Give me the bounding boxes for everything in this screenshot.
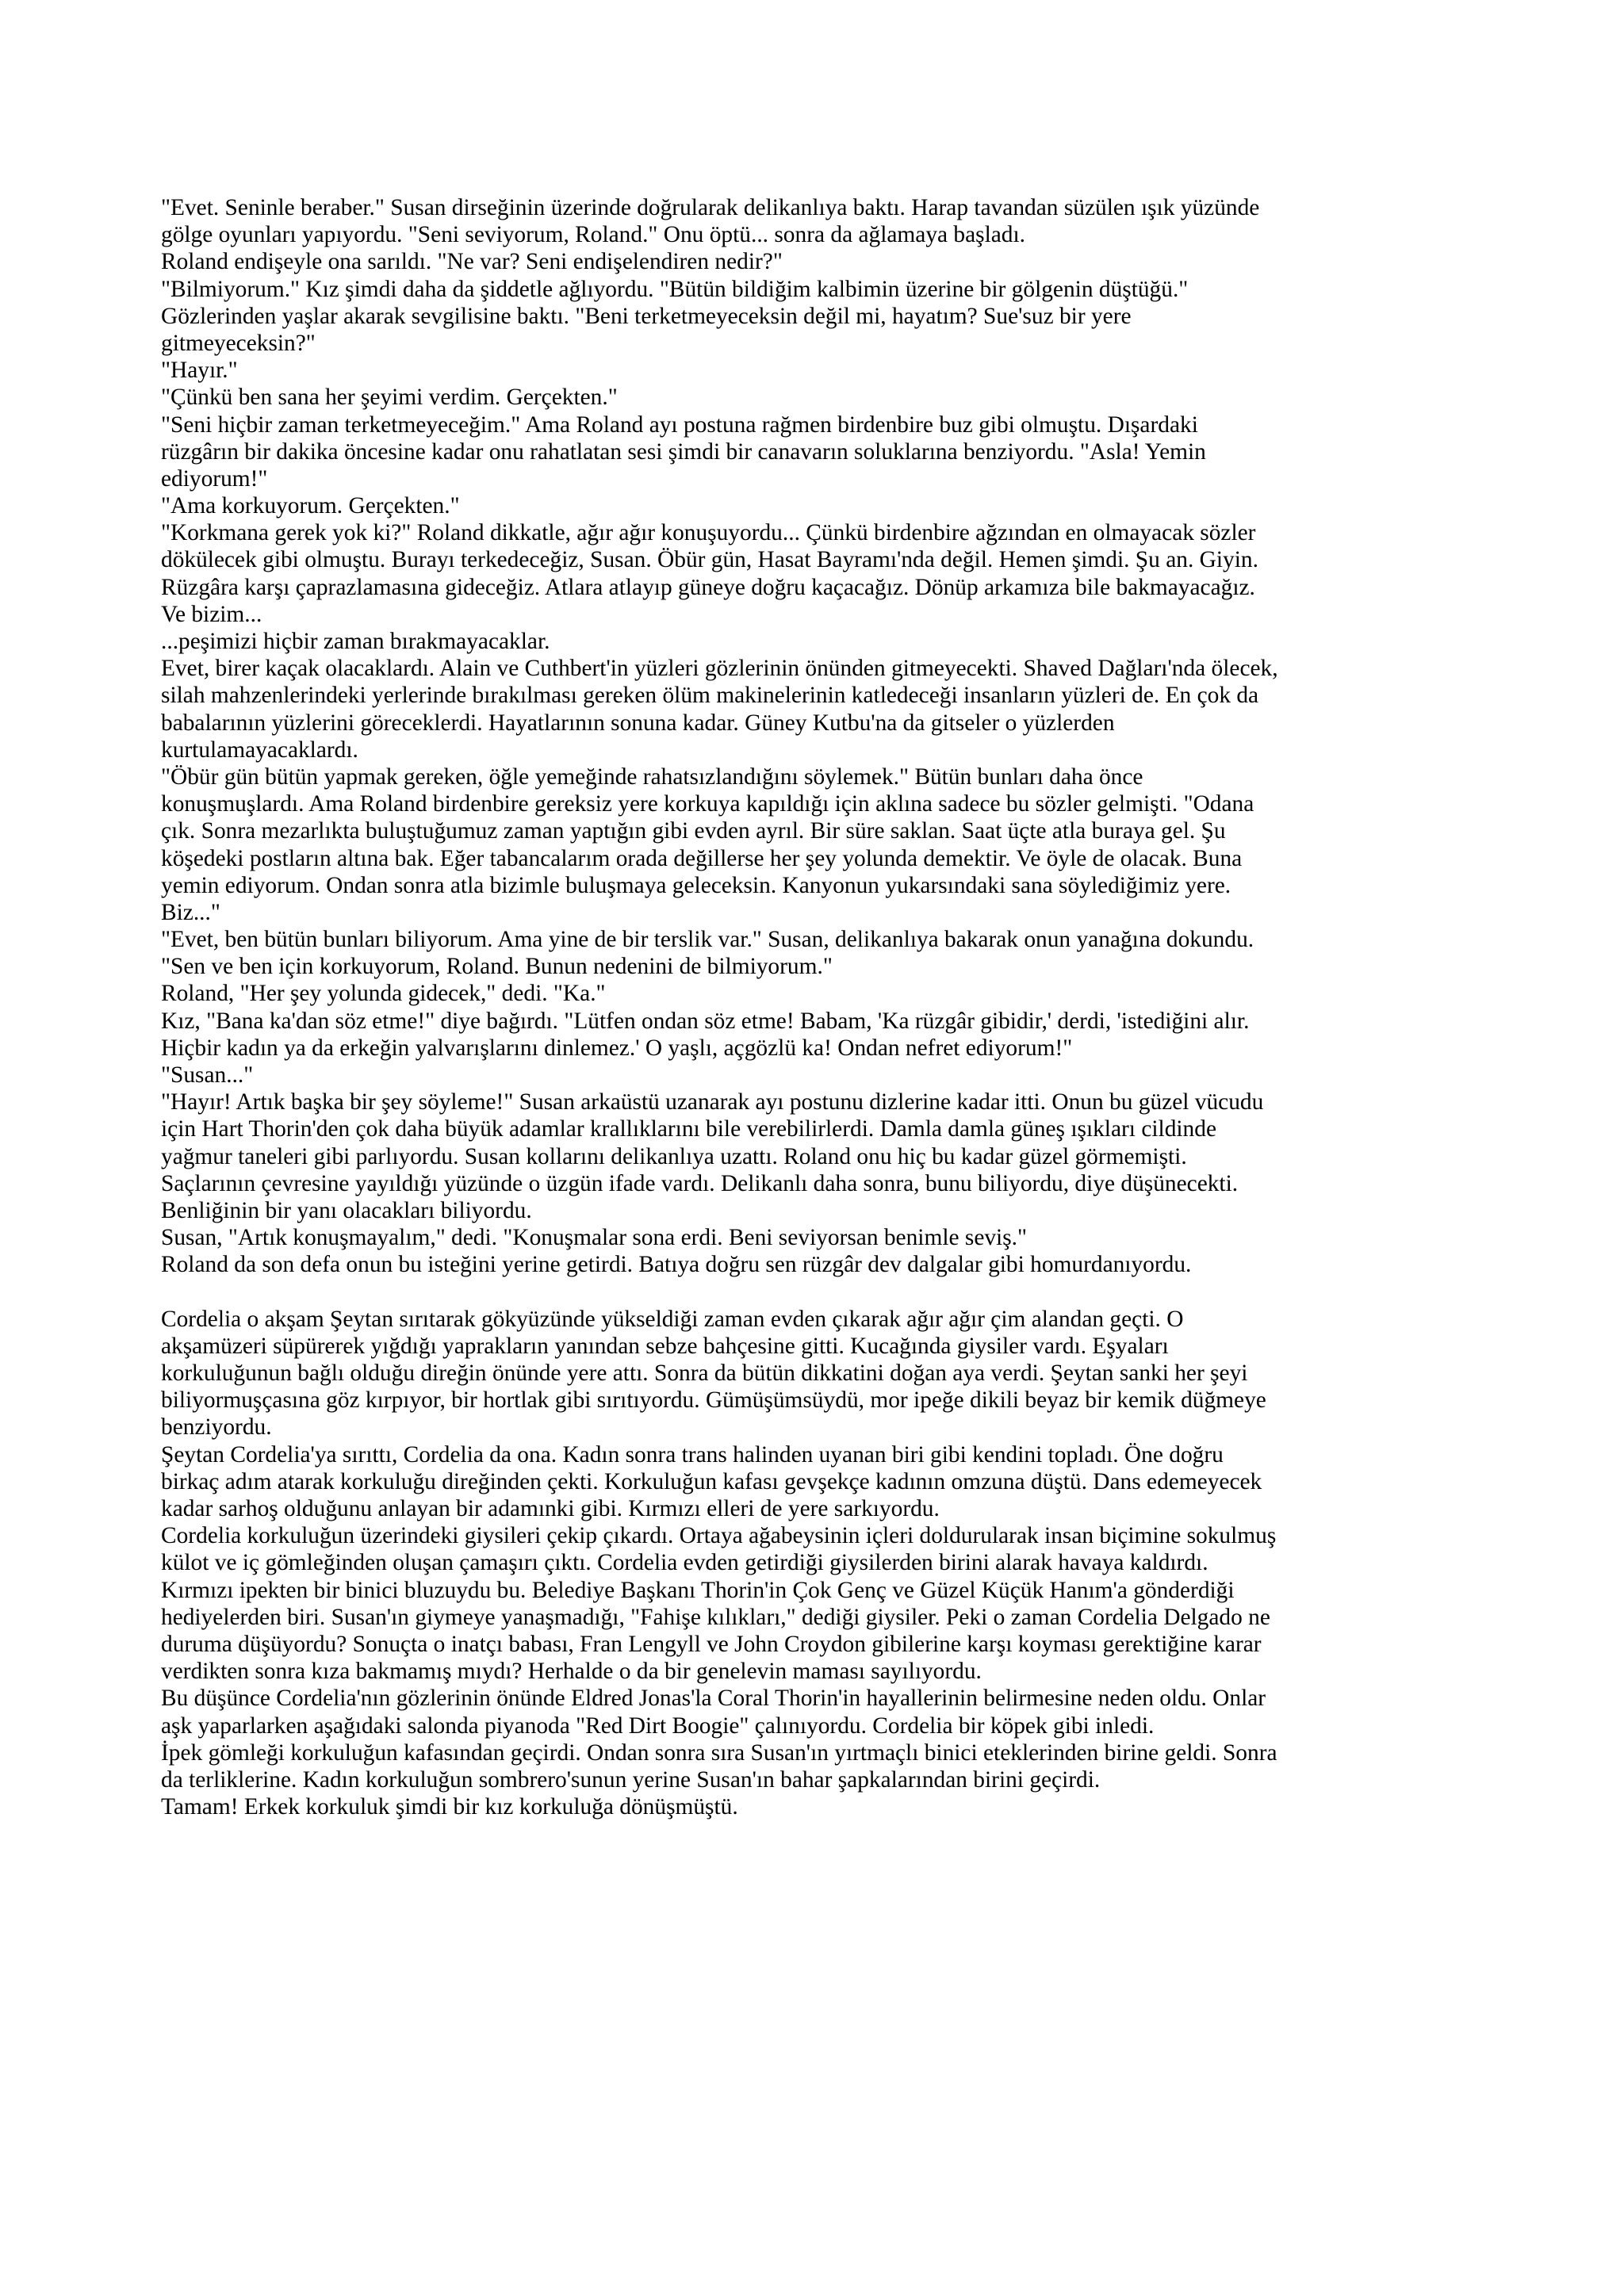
text-section-2 — [161, 1306, 1461, 1821]
text-line: aşk yaparlarken aşağıdaki salonda piyanoda "Red Dirt Boogie" çalınıyordu. Cordelia bir köpek gibi inledi. — [161, 1712, 1155, 1739]
text-line: akşamüzeri süpürerek yığdığı yaprakların yanından sebze bahçesine gitti. Kucağında giysiler vardı. Eşyaları — [161, 1333, 1169, 1359]
text-line: Roland, "Her şey yolunda gidecek," dedi. "Ka." — [161, 981, 606, 1007]
text-line: Biz..." — [161, 899, 220, 925]
document-page — [161, 194, 1461, 1820]
text-line: da terliklerine. Kadın korkuluğun sombrero'sunun yerine Susan'ın bahar şapkalarından birini geçirdi. — [161, 1766, 1101, 1793]
text-line: benziyordu. — [161, 1414, 272, 1441]
text-line: Ve bizim... — [161, 601, 262, 627]
text-line: korkuluğunun bağlı olduğu direğin önünde yere attı. Sonra da bütün dikkatini doğan aya verdi. Şeytan sanki her şeyi — [161, 1360, 1248, 1387]
text-line: biliyormuşçasına göz kırpıyor, bir hortlak gibi sırıtıyordu. Gümüşümsüydü, mor ipeğe dikili beyaz bir kemik düğmeye — [161, 1387, 1266, 1414]
text-line: "Seni hiçbir zaman terketmeyeceğim." Ama Roland ayı postuna rağmen birdenbire buz gibi olmuştu. Dışardaki — [161, 411, 1198, 438]
text-line: Susan, "Artık konuşmayalım," dedi. "Konuşmalar sona erdi. Beni seviyorsan benimle seviş." — [161, 1225, 1028, 1251]
text-line: "Hayır." — [161, 358, 238, 384]
text-line: kadar sarhoş olduğunu anlayan bir adamınki gibi. Kırmızı elleri de yere sarkıyordu. — [161, 1496, 940, 1521]
text-line: gölge oyunları yapıyordu. "Seni seviyorum, Roland." Onu öptü... sonra da ağlamaya başladı. — [161, 222, 1026, 248]
text-line: Bu düşünce Cordelia'nın gözlerinin önünde Eldred Jonas'la Coral Thorin'in hayallerinin belirmesine neden oldu. Onlar — [161, 1686, 1266, 1712]
text-line: yemin ediyorum. Ondan sonra atla bizimle buluşmaya geleceksin. Kanyonun yukarsındaki sana söylediğimiz yere. — [161, 872, 1231, 898]
text-line: "Ama korkuyorum. Gerçekten." — [161, 493, 460, 519]
text-line: "Öbür gün bütün yapmak gereken, öğle yemeğinde rahatsızlandığını söylemek." Bütün bunları daha önce — [161, 763, 1143, 790]
text-line: ediyorum!" — [161, 465, 268, 492]
text-line: "Bilmiyorum." Kız şimdi daha da şiddetle ağlıyordu. "Bütün bildiğim kalbimin üzerine bir gölgenin düştüğü." — [161, 276, 1189, 302]
text-line: rüzgârın bir dakika öncesine kadar onu rahatlatan sesi şimdi bir canavarın soluklarına benziyordu. "Asla! Yemin — [161, 438, 1206, 465]
text-line: Evet, birer kaçak olacaklardı. Alain ve Cuthbert'in yüzleri gözlerinin önünden gitmeyecekti. Shaved Dağları'nda ölecek, — [161, 656, 1278, 682]
text-line: duruma düşüyordu? Sonuçta o inatçı babası, Fran Lengyll ve John Croydon gibilerine karşı koyması gerektiğine karar — [161, 1631, 1262, 1657]
text-line: Rüzgâra karşı çaprazlamasına gideceğiz. Atlara atlayıp güneye doğru kaçacağız. Dönüp arkamıza bile bakmayacağız. — [161, 574, 1255, 600]
text-line: "Hayır! Artık başka bir şey söyleme!" Susan arkaüstü uzanarak ayı postunu dizlerine kadar itti. Onun bu güzel vücudu — [161, 1089, 1264, 1115]
text-line: gitmeyeceksin?" — [161, 330, 316, 356]
text-line: "Evet. Seninle beraber." Susan dirseğinin üzerinde doğrularak delikanlıya baktı. Harap tavandan süzülen ışık yüzünde — [161, 195, 1260, 220]
text-line: "Çünkü ben sana her şeyimi verdim. Gerçekten." — [161, 385, 618, 411]
text-line: külot ve iç gömleğinden oluşan çamaşırı çıktı. Cordelia evden getirdiği giysilerden birini alarak havaya kaldırdı. — [161, 1550, 1208, 1576]
text-line: İpek gömleği korkuluğun kafasından geçirdi. Ondan sonra sıra Susan'ın yırtmaçlı binici eteklerinden birine geldi. Sonra — [161, 1739, 1277, 1766]
text-line: Saçlarının çevresine yayıldığı yüzünde o üzgün ifade vardı. Delikanlı daha sonra, bunu biliyordu, diye düşünecekti. — [161, 1170, 1239, 1196]
text-line: birkaç adım atarak korkuluğu direğinden çekti. Korkuluğun kafası gevşekçe kadının omzuna düştü. Dans edemeyecek — [161, 1468, 1262, 1494]
text-line: ...peşimizi hiçbir zaman bırakmayacaklar. — [161, 629, 550, 654]
text-line: verdikten sonra kıza bakmamış mıydı? Herhalde o da bir genelevin maması sayılıyordu. — [161, 1659, 982, 1685]
text-line: Cordelia o akşam Şeytan sırıtarak gökyüzünde yükseldiği zaman evden çıkarak ağır ağır çim alandan geçti. O — [161, 1306, 1184, 1332]
text-line: Kız, "Bana ka'dan söz etme!" diye bağırdı. "Lütfen ondan söz etme! Babam, 'Ka rüzgâr gibidir,' derdi, 'istediğini alır. — [161, 1008, 1250, 1034]
text-line: "Evet, ben bütün bunları biliyorum. Ama yine de bir terslik var." Susan, delikanlıya bakarak onun yanağına dokundu. — [161, 927, 1254, 953]
text-line: Benliğinin bir yanı olacakları biliyordu. — [161, 1197, 532, 1223]
text-line: çık. Sonra mezarlıkta buluştuğumuz zaman yaptığın gibi evden ayrıl. Bir süre saklan. Saat üçte atla buraya gel. Şu — [161, 818, 1226, 844]
text-section-1 — [161, 194, 1461, 1279]
text-line: silah mahzenlerindeki yerlerinde bırakılması gereken ölüm makinelerinin katledeceği insanların yüzleri de. En çok da — [161, 683, 1259, 709]
text-line: "Korkmana gerek yok ki?" Roland dikkatle, ağır ağır konuşuyordu... Çünkü birdenbire ağzından en olmayacak sözler — [161, 520, 1256, 546]
text-line: köşedeki postların altına bak. Eğer tabancalarım orada değillerse her şey yolunda demektir. Ve öyle de olacak. Buna — [161, 845, 1243, 871]
text-line: Roland da son defa onun bu isteğini yerine getirdi. Batıya doğru sen rüzgâr dev dalgalar gibi homurdanıyordu. — [161, 1252, 1192, 1278]
text-line: konuşmuşlardı. Ama Roland birdenbire gereksiz yere korkuya kapıldığı için aklına sadece bu sözler gelmişti. "Odana — [161, 791, 1254, 817]
text-line: Gözlerinden yaşlar akarak sevgilisine baktı. "Beni terketmeyeceksin değil mi, hayatım? Sue'suz bir yere — [161, 303, 1132, 329]
text-line: hediyelerden biri. Susan'ın giymeye yanaşmadığı, "Fahişe kılıkları," dediği giysiler. Peki o zaman Cordelia Delgado ne — [161, 1604, 1270, 1630]
text-line: yağmur taneleri gibi parlıyordu. Susan kollarını delikanlıya uzattı. Roland onu hiç bu kadar güzel görmemişti. — [161, 1143, 1187, 1169]
text-line: babalarının yüzlerini göreceklerdi. Hayatlarının sonuna kadar. Güney Kutbu'na da gitseler o yüzlerden — [161, 710, 1115, 736]
text-line: için Hart Thorin'den çok daha büyük adamlar krallıklarını bile verebilirlerdi. Damla damla güneş ışıkları cildinde — [161, 1116, 1216, 1142]
text-line: Şeytan Cordelia'ya sırıttı, Cordelia da ona. Kadın sonra trans halinden uyanan biri gibi kendini topladı. Öne doğru — [161, 1441, 1224, 1468]
paragraph-break — [161, 1279, 1461, 1306]
text-line: Cordelia korkuluğun üzerindeki giysileri çekip çıkardı. Ortaya ağabeysinin içleri doldurularak insan biçimine sokulmuş — [161, 1523, 1277, 1549]
text-line: kurtulamayacaklardı. — [161, 737, 358, 763]
text-line: Kırmızı ipekten bir binici bluzuydu bu. Belediye Başkanı Thorin'in Çok Genç ve Güzel Küçük Hanım'a gönderdiği — [161, 1577, 1235, 1603]
text-line: Tamam! Erkek korkuluk şimdi bir kız korkuluğa dönüşmüştü. — [161, 1794, 738, 1820]
text-line: "Sen ve ben için korkuyorum, Roland. Bunun nedenini de bilmiyorum." — [161, 954, 833, 980]
text-line: dökülecek gibi olmuştu. Burayı terkedeceğiz, Susan. Öbür gün, Hasat Bayramı'nda değil. Hemen şimdi. Şu an. Giyin. — [161, 547, 1258, 573]
text-line: Hiçbir kadın ya da erkeğin yalvarışlarını dinlemez.' O yaşlı, açgözlü ka! Ondan nefret ediyorum!" — [161, 1035, 1073, 1061]
text-line: "Susan..." — [161, 1062, 254, 1088]
text-line: Roland endişeyle ona sarıldı. "Ne var? Seni endişelendiren nedir?" — [161, 249, 783, 275]
